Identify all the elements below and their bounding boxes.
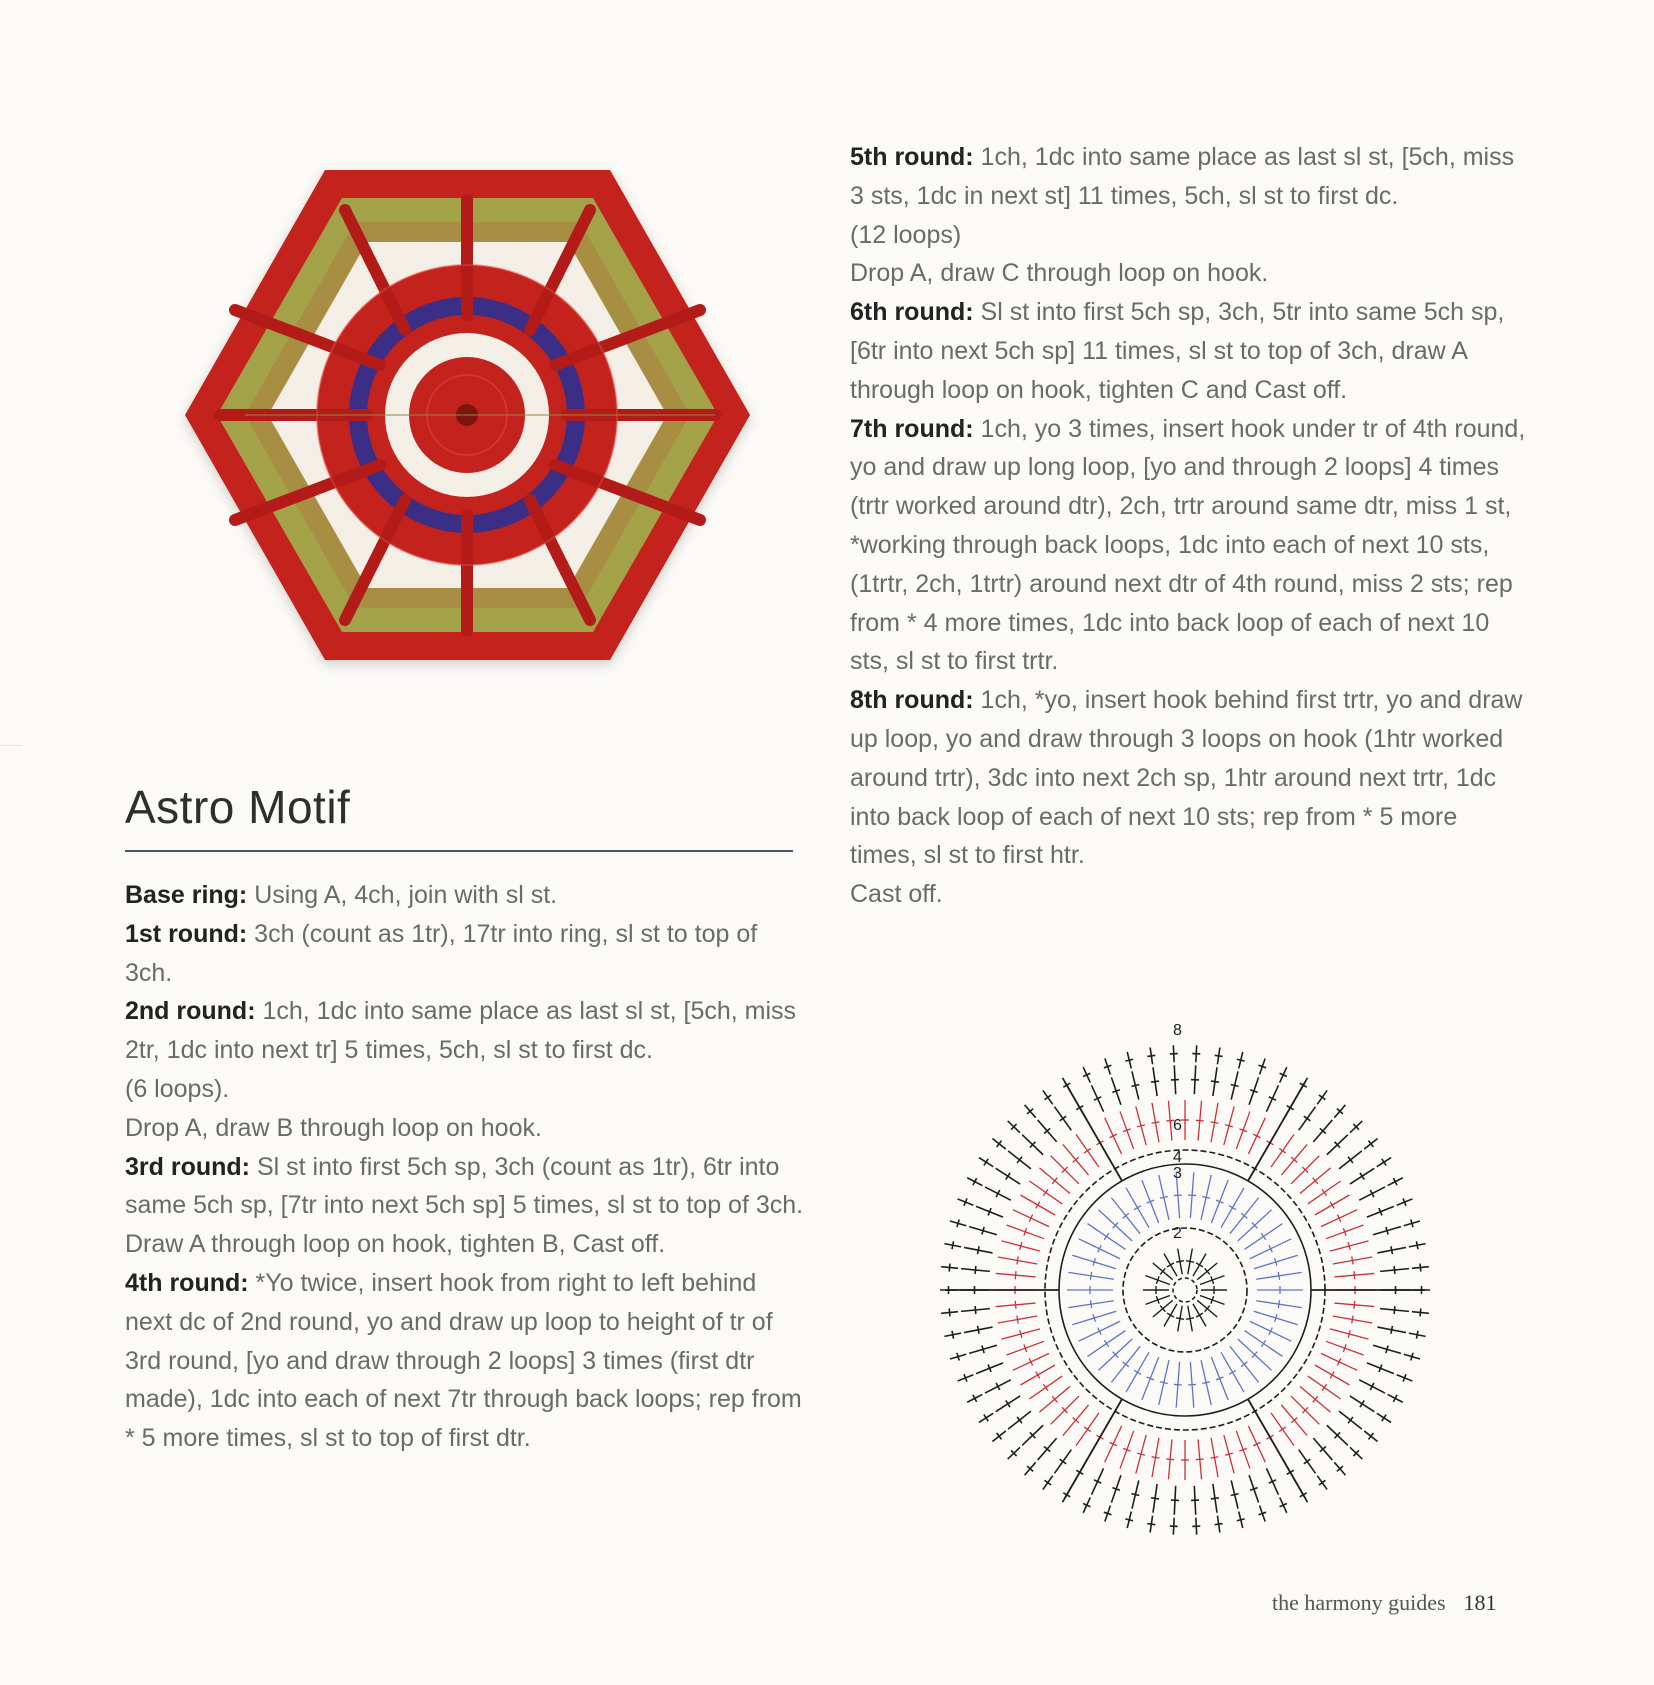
chart-round-8-stitch-crossbar xyxy=(1237,1059,1245,1061)
chart-round-6-stitch-crossbar xyxy=(1017,1316,1018,1324)
chart-round-6-stitch-crossbar xyxy=(1354,1271,1355,1279)
chart-round-8-stitch-crossbar xyxy=(952,1331,954,1339)
chart-round-8-stitch-crossbar xyxy=(1237,1519,1245,1521)
chart-round-3-stitch-crossbar xyxy=(1104,1233,1109,1240)
chart-round-8-stitch-crossbar xyxy=(1215,1524,1223,1525)
chart-round-7-stitch-crossbar xyxy=(975,1306,976,1314)
round-label: 1st round: xyxy=(125,919,248,948)
chart-round-8-stitch-crossbar xyxy=(1420,1308,1421,1316)
round-label: 4th round: xyxy=(125,1268,249,1297)
chart-long-stitch xyxy=(1065,1399,1122,1498)
chart-round-7-stitch-crossbar xyxy=(1386,1345,1388,1353)
chart-round-8-stitch-crossbar xyxy=(1319,1480,1326,1485)
chart-round-6-stitch-crossbar xyxy=(1211,1457,1219,1458)
instruction-text: Drop A, draw C through loop on hook. xyxy=(850,259,1269,288)
chart-round-8-stitch-crossbar xyxy=(1416,1331,1418,1339)
chart-round-7-stitch-crossbar xyxy=(1131,1494,1139,1496)
chart-round-number: 8 xyxy=(1173,1022,1182,1039)
instruction-text: Sl st into first 5ch sp, 3ch (count as 1tr), 6tr into same 5ch sp, [7tr into next 5ch sp] 5 times, sl st to top of 3ch. xyxy=(125,1152,804,1220)
chart-round-8-stitch-crossbar xyxy=(984,1414,988,1421)
chart-round-7-stitch-crossbar xyxy=(1394,1266,1395,1274)
chart-round-3-stitch-crossbar xyxy=(1174,1195,1182,1196)
chart-round-number: 6 xyxy=(1173,1117,1182,1134)
instruction-text: 1ch, 1dc into same place as last sl st, [5ch, miss 2tr, 1dc into next tr] 5 times, 5ch, sl st to first dc. xyxy=(125,997,797,1065)
instruction-paragraph xyxy=(125,915,805,993)
chart-round-number: 4 xyxy=(1173,1149,1182,1166)
chart-round-8-stitch-crossbar xyxy=(957,1353,959,1361)
instructions-left-column xyxy=(125,876,805,1458)
instruction-paragraph xyxy=(125,1148,805,1226)
instruction-paragraph xyxy=(125,992,805,1070)
chart-round-7-stitch-crossbar xyxy=(1304,1116,1311,1121)
instruction-text: 1ch, 1dc into same place as last sl st, [5ch, miss 3 sts, 1dc in next st] 11 times, 5ch, sl st to first dc. xyxy=(850,143,1515,210)
instructions-right-column xyxy=(850,138,1530,914)
chart-round-7-stitch-crossbar xyxy=(1360,1400,1364,1407)
instruction-text: Using A, 4ch, join with sl st. xyxy=(247,881,558,909)
instruction-text: *Yo twice, insert hook from right to left behind next dc of 2nd round, yo and draw up loop to height of tr of 3rd round, [yo and draw through 2 loops] 3 times (first dtr made), 1dc into each of next 7tr through back loops; rep from * 5 more times, sl st to top of first dtr. xyxy=(125,1268,802,1453)
chart-round-7-stitch-crossbar xyxy=(1360,1173,1364,1180)
chart-base-ring xyxy=(1173,1278,1197,1302)
chart-round-6-stitch-crossbar xyxy=(1279,1148,1286,1153)
instruction-paragraph xyxy=(850,875,1530,914)
chart-round-2-chain xyxy=(1123,1228,1247,1352)
chart-round-3-stitch-crossbar xyxy=(1090,1300,1091,1308)
round-label: 2nd round: xyxy=(125,997,256,1026)
title-rule xyxy=(125,850,793,852)
instruction-text: Drop A, draw B through loop on hook. xyxy=(125,1113,542,1142)
chart-round-6-stitch-crossbar xyxy=(1166,1459,1174,1460)
chart-round-8-stitch-crossbar xyxy=(949,1264,950,1272)
chart-round-6-stitch-crossbar xyxy=(1084,1427,1091,1432)
chart-round-7-stitch-crossbar xyxy=(1211,1081,1219,1082)
chart-round-6-stitch-crossbar xyxy=(1043,1384,1048,1391)
chart-round-6-stitch-crossbar xyxy=(1015,1301,1016,1309)
chart-round-8-stitch-crossbar xyxy=(1411,1220,1413,1228)
instruction-text: (6 loops). xyxy=(125,1074,230,1103)
chart-round-7-stitch-crossbar xyxy=(1060,1459,1067,1464)
chart-round-3-stitch-crossbar xyxy=(1229,1206,1236,1210)
chart-round-6-stitch-crossbar xyxy=(1036,1202,1040,1209)
round-label: 6th round: xyxy=(850,298,974,327)
instruction-paragraph xyxy=(850,216,1530,255)
chart-round-7-stitch-crossbar xyxy=(1391,1246,1393,1254)
chart-round-7-stitch-crossbar xyxy=(1231,1494,1239,1496)
page-gutter xyxy=(0,745,22,746)
round-label: 7th round: xyxy=(850,414,974,443)
chart-round-6-stitch-crossbar xyxy=(1015,1271,1016,1279)
chart-round-6-stitch-crossbar xyxy=(1352,1316,1353,1324)
chart-round-6-stitch-crossbar xyxy=(1211,1122,1219,1123)
chart-round-8-stitch-crossbar xyxy=(984,1159,988,1166)
chart-round-8-stitch-crossbar xyxy=(1125,1059,1133,1061)
page-footer xyxy=(1272,1590,1497,1616)
chart-long-stitch xyxy=(1065,1082,1122,1181)
chart-round-7-stitch-crossbar xyxy=(1231,1084,1239,1086)
chart-round-8-stitch-crossbar xyxy=(952,1241,954,1249)
chart-round-7-stitch-crossbar xyxy=(975,1266,976,1274)
chart-round-6-stitch-crossbar xyxy=(1352,1257,1353,1265)
instruction-text: Cast off. xyxy=(850,880,943,909)
instruction-text: Draw A through loop on hook, tighten B, Cast off. xyxy=(125,1230,666,1259)
chart-round-7-stitch-crossbar xyxy=(1006,1173,1010,1180)
chart-round-6-stitch-crossbar xyxy=(1152,1122,1160,1123)
instruction-paragraph xyxy=(125,1109,805,1148)
instruction-paragraph xyxy=(850,254,1530,293)
chart-round-7-stitch-crossbar xyxy=(1386,1227,1388,1235)
chart-round-1-stitch-crossbar xyxy=(1167,1263,1174,1267)
chart-round-1-stitch-crossbar xyxy=(1186,1318,1194,1319)
instruction-paragraph xyxy=(850,410,1530,682)
chart-round-7-stitch-crossbar xyxy=(982,1227,984,1235)
chart-round-3-stitch-crossbar xyxy=(1278,1300,1279,1308)
chart-round-3-stitch-crossbar xyxy=(1090,1272,1091,1280)
chart-round-7-stitch-crossbar xyxy=(1060,1116,1067,1121)
chart-round-8-stitch-crossbar xyxy=(1416,1241,1418,1249)
chart-round-6-stitch-crossbar xyxy=(1322,1189,1327,1196)
chart-round-7-stitch-crossbar xyxy=(982,1345,984,1353)
instruction-text: 3ch (count as 1tr), 17tr into ring, sl st to top of 3ch. xyxy=(125,919,758,987)
chart-round-3-stitch-crossbar xyxy=(1188,1195,1196,1196)
instruction-paragraph xyxy=(125,1070,805,1109)
instruction-text: (12 loops) xyxy=(850,220,962,249)
round-label: 8th round: xyxy=(850,686,974,715)
chart-round-8-stitch-crossbar xyxy=(1382,1159,1386,1166)
instruction-text: 1ch, yo 3 times, insert hook under tr of 4th round, yo and draw up long loop, [yo and through 2 loops] 4 times (trtr worked around dtr), 2ch, trtr around same dtr, miss 1 st, *working through back loops, 1dc into each of next 10 sts, (1trtr, 2ch, 1trtr) around next dtr of 4th round, miss 2 sts; rep from * 4 more times, 1dc into back loop of each of next 10 sts, sl st to first trtr. xyxy=(850,414,1526,676)
instruction-paragraph xyxy=(850,293,1530,409)
chart-round-6-stitch-crossbar xyxy=(1084,1148,1091,1153)
chart-round-8-stitch-crossbar xyxy=(1215,1055,1223,1056)
chart-round-3-stitch-crossbar xyxy=(1160,1382,1168,1384)
chart-round-8-stitch-crossbar xyxy=(1125,1519,1133,1521)
chart-round-3-stitch-crossbar xyxy=(1278,1272,1279,1280)
chart-round-3-stitch-crossbar xyxy=(1202,1196,1210,1198)
chart-round-6-stitch-crossbar xyxy=(1043,1189,1048,1196)
chart-round-1-stitch-crossbar xyxy=(1176,1318,1184,1319)
instruction-paragraph xyxy=(125,876,805,915)
instruction-text: Sl st into first 5ch sp, 3ch, 5tr into same 5ch sp, [6tr into next 5ch sp] 11 times, sl st to top of 3ch, draw A through loop on hook, tighten C and Cast off. xyxy=(850,298,1505,404)
chart-round-3-stitch-crossbar xyxy=(1134,1206,1141,1210)
footer-series-title: the harmony guides xyxy=(1272,1590,1446,1615)
instruction-paragraph xyxy=(850,681,1530,875)
chart-round-number: 2 xyxy=(1173,1225,1182,1242)
round-label: 5th round: xyxy=(850,143,974,171)
chart-round-3-stitch-crossbar xyxy=(1202,1382,1210,1384)
instruction-text: 1ch, *yo, insert hook behind first trtr, yo and draw up loop, yo and draw through 3 loops on hook (1htr worked around trtr), 3dc into next 2ch sp, 1htr around next trtr, 1dc into back loop of each of next 10 sts; rep from * 5 more times, sl st to first htr. xyxy=(850,686,1523,870)
chart-round-3-stitch-crossbar xyxy=(1134,1370,1141,1374)
chart-round-6-stitch-crossbar xyxy=(1330,1202,1334,1209)
chart-round-1-stitch-crossbar xyxy=(1176,1261,1184,1262)
chart-round-7-stitch-crossbar xyxy=(1006,1400,1010,1407)
chart-round-8-stitch-crossbar xyxy=(949,1308,950,1316)
chart-round-3-stitch-crossbar xyxy=(1261,1233,1266,1240)
chart-round-7-stitch-crossbar xyxy=(978,1326,980,1334)
chart-long-stitch xyxy=(1248,1082,1305,1181)
chart-round-7-stitch-crossbar xyxy=(1394,1306,1395,1314)
chart-round-8-stitch-crossbar xyxy=(1319,1095,1326,1100)
chart-round-3-stitch-crossbar xyxy=(1188,1384,1196,1385)
chart-round-8-stitch-crossbar xyxy=(1147,1055,1155,1056)
chart-round-8-stitch-crossbar xyxy=(1420,1264,1421,1272)
chart-round-6-stitch-crossbar xyxy=(1330,1372,1334,1379)
crochet-chart xyxy=(930,1000,1440,1550)
chart-round-7-stitch-crossbar xyxy=(1211,1498,1219,1499)
page-number: 181 xyxy=(1463,1590,1497,1615)
chart-round-7-stitch-crossbar xyxy=(1391,1326,1393,1334)
chart-round-6-stitch-crossbar xyxy=(1152,1457,1160,1458)
chart-round-6-stitch-crossbar xyxy=(1279,1427,1286,1432)
chart-round-3-stitch-crossbar xyxy=(1261,1340,1266,1347)
instruction-paragraph xyxy=(850,138,1530,216)
chart-round-8-stitch-crossbar xyxy=(1411,1353,1413,1361)
chart-round-3-stitch-crossbar xyxy=(1104,1340,1109,1347)
round-label: 3rd round: xyxy=(125,1152,250,1181)
chart-round-7-stitch-crossbar xyxy=(1151,1081,1159,1082)
chart-round-6-stitch-crossbar xyxy=(1196,1120,1204,1121)
round-label: Base ring: xyxy=(125,881,248,909)
chart-round-7-stitch-crossbar xyxy=(1151,1498,1159,1499)
chart-round-6-stitch-crossbar xyxy=(1017,1257,1018,1265)
instruction-paragraph xyxy=(125,1264,805,1458)
chart-round-1-stitch-crossbar xyxy=(1167,1313,1174,1317)
chart-round-8-stitch-crossbar xyxy=(1147,1524,1155,1525)
chart-round-6-stitch-crossbar xyxy=(1354,1301,1355,1309)
chart-round-7-stitch-crossbar xyxy=(1131,1084,1139,1086)
chart-round-8-stitch-crossbar xyxy=(1045,1095,1052,1100)
chart-round-number: 3 xyxy=(1173,1165,1182,1182)
chart-round-8-stitch-crossbar xyxy=(1382,1414,1386,1421)
chart-long-stitch xyxy=(1248,1399,1305,1498)
chart-round-8-stitch-crossbar xyxy=(957,1220,959,1228)
chart-round-7-stitch-crossbar xyxy=(978,1246,980,1254)
chart-round-3-stitch-crossbar xyxy=(1160,1196,1168,1198)
chart-round-6-stitch-crossbar xyxy=(1036,1372,1040,1379)
instruction-paragraph xyxy=(125,1225,805,1264)
chart-round-7-stitch-crossbar xyxy=(1304,1459,1311,1464)
chart-round-3-stitch-crossbar xyxy=(1174,1384,1182,1385)
chart-round-6-stitch-crossbar xyxy=(1322,1384,1327,1391)
chart-round-3-stitch-crossbar xyxy=(1229,1370,1236,1374)
chart-round-6-stitch-crossbar xyxy=(1196,1459,1204,1460)
motif-photo xyxy=(175,150,760,680)
chart-round-1-stitch-crossbar xyxy=(1186,1261,1194,1262)
chart-round-8-stitch-crossbar xyxy=(1045,1480,1052,1485)
pattern-title: Astro Motif xyxy=(125,781,351,833)
